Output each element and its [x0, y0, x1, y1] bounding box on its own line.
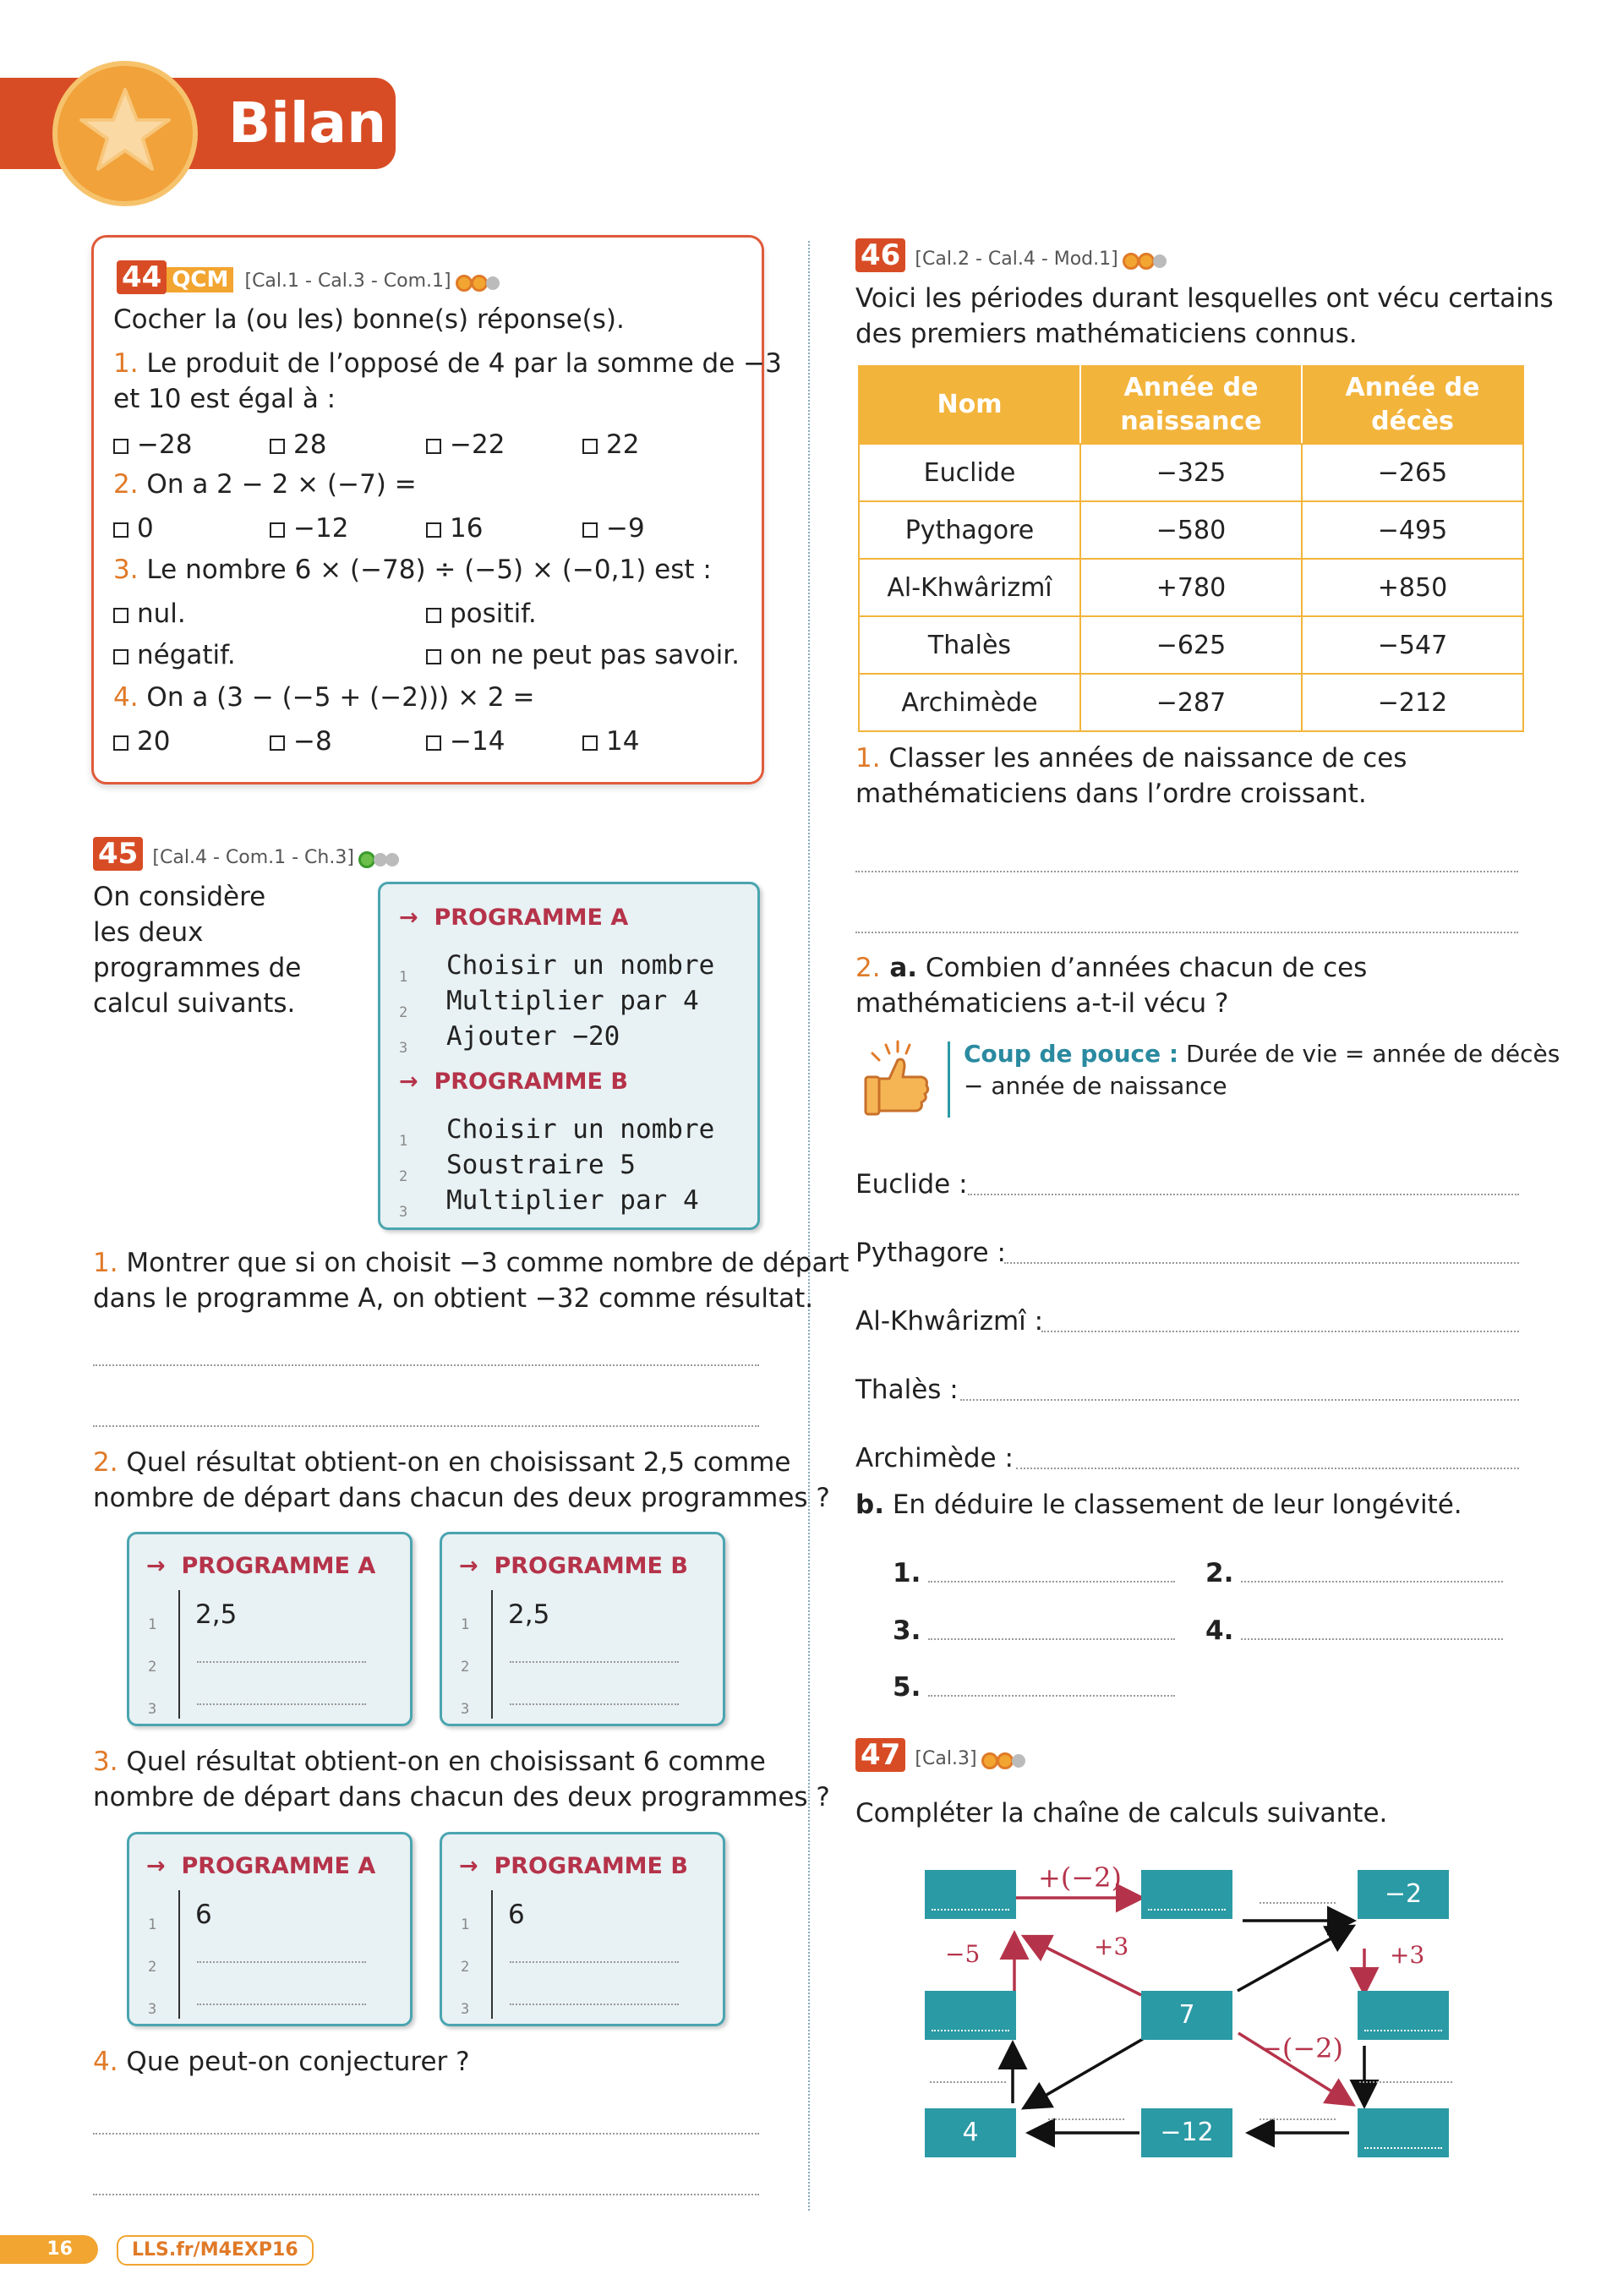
- line-numbers: 1 2 3: [148, 1616, 157, 1718]
- ex45-q2: 2. Quel résultat obtient-on en choisissant 2,5 comme: [93, 1447, 791, 1478]
- programme-a-title: → PROGRAMME A: [146, 1853, 376, 1879]
- ex45-q4: 4. Que peut-on conjecturer ?: [93, 2047, 470, 2077]
- page-number: 16: [0, 2235, 98, 2264]
- checkbox-option[interactable]: −8: [270, 724, 332, 759]
- programme-b-code: Choisir un nombre Soustraire 5 Multiplier par 4: [446, 1114, 715, 1216]
- checkbox-option[interactable]: 0: [113, 511, 154, 546]
- table-row: Pythagore −580 −495: [859, 501, 1523, 559]
- checkbox-option[interactable]: 28: [270, 427, 326, 462]
- chain-box-value: 7: [1141, 1991, 1232, 2040]
- exercise-number: 47: [855, 1738, 905, 1772]
- checkbox-option[interactable]: −9: [582, 511, 645, 546]
- chain-box-empty[interactable]: [1141, 1870, 1232, 1919]
- start-value: 6: [195, 1900, 212, 1930]
- operation-label: +3: [1094, 1932, 1129, 1960]
- rank-label: 1.: [893, 1558, 921, 1588]
- rank-label: 2.: [1205, 1558, 1234, 1588]
- line-numbers: 1 2 3: [461, 1616, 470, 1718]
- ex46-q1b: mathématiciens dans l’ordre croissant.: [855, 779, 1367, 809]
- page-title: Bilan: [228, 90, 387, 156]
- rank-label: 5.: [893, 1672, 921, 1703]
- programme-b-title: → PROGRAMME B: [459, 1853, 688, 1879]
- checkbox-option[interactable]: positif.: [426, 596, 537, 631]
- ex45-q3: 3. Quel résultat obtient-on en choisissant 6 comme: [93, 1747, 766, 1777]
- checkbox-option[interactable]: −28: [113, 427, 192, 462]
- name-label: Archimède :: [855, 1443, 1014, 1473]
- ex44-q3: 3. Le nombre 6 × (−78) ÷ (−5) × (−0,1) est :: [113, 555, 712, 585]
- table-header: Année de décès: [1302, 366, 1523, 444]
- answer-line[interactable]: [1048, 2118, 1124, 2120]
- ex44-intro: Cocher la (ou les) bonne(s) réponse(s).: [113, 304, 625, 335]
- ex44-q1: 1. Le produit de l’opposé de 4 par la somme de −3: [113, 348, 782, 379]
- checkbox-option[interactable]: négatif.: [113, 637, 236, 673]
- chain-box-empty[interactable]: [1358, 2108, 1449, 2157]
- checkbox-option[interactable]: −14: [426, 724, 505, 759]
- table-header: Nom: [859, 366, 1080, 444]
- ex45-q3b: nombre de départ dans chacun des deux programmes ?: [93, 1782, 830, 1812]
- ex46-q1: 1. Classer les années de naissance de ces: [855, 743, 1407, 774]
- name-label: Pythagore :: [855, 1238, 1006, 1268]
- table-row: Archimède −287 −212: [859, 674, 1523, 731]
- checkbox-option[interactable]: 14: [582, 724, 639, 759]
- rank-label: 3.: [893, 1615, 921, 1646]
- rank-label: 4.: [1205, 1615, 1234, 1646]
- name-label: Thalès :: [855, 1375, 959, 1405]
- skills-tag: [Cal.2 - Cal.4 - Mod.1]: [915, 249, 1118, 270]
- ex47-intro: Compléter la chaîne de calculs suivante.: [855, 1798, 1388, 1829]
- ex46-qb: b. En déduire le classement de leur longévité.: [855, 1490, 1462, 1520]
- chain-box-empty[interactable]: [1358, 1991, 1449, 2040]
- programme-a-code: Choisir un nombre Multiplier par 4 Ajouter −20: [446, 950, 715, 1052]
- programme-a-title: → PROGRAMME A: [399, 905, 629, 931]
- table-header: Année de naissance: [1080, 366, 1302, 444]
- ex46-intro2: des premiers mathématiciens connus.: [855, 319, 1358, 349]
- answer-line[interactable]: [1260, 2118, 1336, 2120]
- programme-b-title: → PROGRAMME B: [459, 1553, 688, 1579]
- skills-tag: [Cal.4 - Com.1 - Ch.3]: [152, 847, 354, 868]
- checkbox-option[interactable]: −22: [426, 427, 505, 462]
- qcm-badge: QCM: [167, 267, 233, 292]
- ex44-q4: 4. On a (3 − (−5 + (−2))) × 2 =: [113, 682, 535, 713]
- chain-box-empty[interactable]: [925, 1991, 1016, 2040]
- ex45-q1b: dans le programme A, on obtient −32 comme résultat.: [93, 1283, 814, 1314]
- ex45-q1: 1. Montrer que si on choisit −3 comme nombre de départ: [93, 1248, 850, 1278]
- ex44-q1b: et 10 est égal à :: [113, 384, 336, 414]
- ex46-intro1: Voici les périodes durant lesquelles ont vécu certains: [855, 283, 1554, 314]
- table-row: Thalès −625 −547: [859, 616, 1523, 674]
- checkbox-option[interactable]: 22: [582, 427, 639, 462]
- exercise-number: 44: [117, 260, 167, 294]
- operation-label: +3: [1390, 1941, 1425, 1969]
- line-numbers: 1 2 3: [399, 969, 408, 1057]
- checkbox-option[interactable]: on ne peut pas savoir.: [426, 637, 740, 673]
- answer-line[interactable]: [1359, 2081, 1452, 2083]
- skills-tag: [Cal.3]: [915, 1748, 977, 1769]
- answer-line[interactable]: [930, 2081, 1006, 2083]
- name-label: Al-Khwârizmî :: [855, 1306, 1044, 1337]
- start-value: 2,5: [195, 1599, 238, 1630]
- ex45-intro: On considère les deux programmes de calcul suivants.: [93, 882, 302, 1019]
- chain-box-value: −2: [1358, 1870, 1449, 1919]
- tip-text: Coup de pouce : Durée de vie = année de décès − année de naissance: [964, 1040, 1560, 1100]
- footer-link[interactable]: LLS.fr/M4EXP16: [117, 2235, 314, 2266]
- operation-label: +(−2): [1038, 1861, 1122, 1894]
- answer-line[interactable]: [1260, 1902, 1336, 1904]
- operation-label: −(−2): [1260, 2032, 1343, 2064]
- checkbox-option[interactable]: 16: [426, 511, 483, 546]
- chain-box-value: −12: [1141, 2108, 1232, 2157]
- line-numbers: 1 2 3: [461, 1916, 470, 2018]
- checkbox-option[interactable]: −12: [270, 511, 348, 546]
- operation-label: −5: [945, 1940, 981, 1968]
- table-row: Euclide −325 −265: [859, 444, 1523, 501]
- line-numbers: 1 2 3: [399, 1133, 408, 1221]
- chain-box-empty[interactable]: [925, 1870, 1016, 1919]
- start-value: 2,5: [508, 1599, 550, 1630]
- table-row: Al-Khwârizmî +780 +850: [859, 559, 1523, 616]
- checkbox-option[interactable]: 20: [113, 724, 170, 759]
- ex45-q2b: nombre de départ dans chacun des deux programmes ?: [93, 1483, 830, 1513]
- checkbox-option[interactable]: nul.: [113, 596, 186, 631]
- start-value: 6: [508, 1900, 525, 1930]
- programme-a-title: → PROGRAMME A: [146, 1553, 376, 1579]
- ex46-q2: 2. a. Combien d’années chacun de ces: [855, 953, 1368, 983]
- chain-box-value: 4: [925, 2108, 1016, 2157]
- name-label: Euclide :: [855, 1169, 968, 1200]
- programme-b-title: → PROGRAMME B: [399, 1069, 628, 1095]
- exercise-number: 45: [93, 837, 143, 871]
- exercise-number: 46: [855, 238, 905, 272]
- skills-tag: [Cal.1 - Cal.3 - Com.1]: [244, 271, 451, 292]
- ex46-q2b: mathématiciens a-t-il vécu ?: [855, 988, 1229, 1019]
- ex44-q2: 2. On a 2 − 2 × (−7) =: [113, 469, 417, 500]
- line-numbers: 1 2 3: [148, 1916, 157, 2018]
